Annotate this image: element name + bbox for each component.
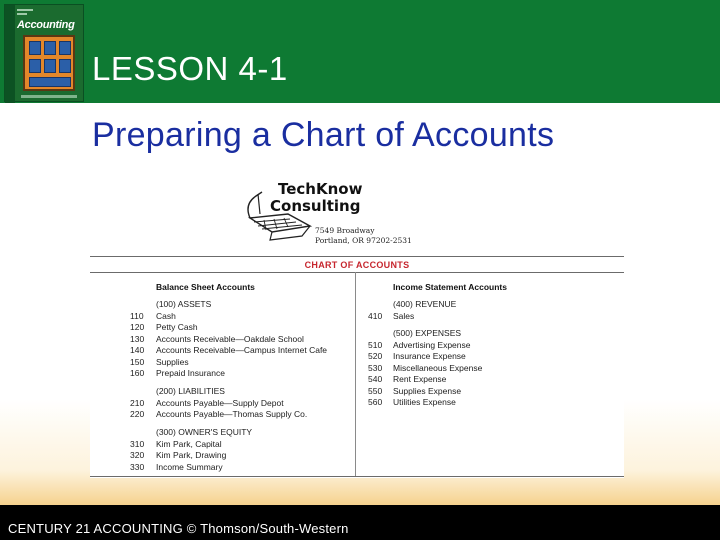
divider <box>90 256 624 257</box>
balance-sheet-heading: Balance Sheet Accounts <box>156 282 255 292</box>
account-name: Sales <box>393 311 415 321</box>
account-name: (500) EXPENSES <box>393 328 462 338</box>
book-spine <box>5 5 15 103</box>
account-number: 560 <box>368 397 383 407</box>
account-name: (100) ASSETS <box>156 299 212 309</box>
header-bar <box>0 0 720 103</box>
account-name: (300) OWNER'S EQUITY <box>156 427 253 437</box>
account-name: Accounts Receivable—Oakdale School <box>156 334 304 344</box>
account-number: 520 <box>368 351 383 361</box>
chart-title: CHART OF ACCOUNTS <box>304 260 410 270</box>
slide-title: Preparing a Chart of Accounts <box>92 116 555 154</box>
book-cover-art <box>23 35 75 91</box>
account-number: 130 <box>130 334 145 344</box>
chart-of-accounts-figure <box>90 172 624 478</box>
account-name: Kim Park, Drawing <box>156 450 227 460</box>
address-line: Portland, OR 97202-2531 <box>315 236 412 245</box>
account-name: Petty Cash <box>156 322 198 332</box>
account-number: 220 <box>130 409 145 419</box>
logo-text: Consulting <box>270 197 361 215</box>
account-number: 210 <box>130 398 145 408</box>
account-number: 410 <box>368 311 383 321</box>
account-name: Supplies Expense <box>393 386 462 396</box>
account-name: (400) REVENUE <box>393 299 457 309</box>
book-cover-logo <box>4 4 84 102</box>
account-name: Income Summary <box>156 462 223 472</box>
divider <box>90 272 624 273</box>
account-number: 510 <box>368 340 383 350</box>
account-number: 320 <box>130 450 145 460</box>
account-number: 330 <box>130 462 145 472</box>
account-name: Advertising Expense <box>393 340 471 350</box>
account-number: 540 <box>368 374 383 384</box>
footer-bar <box>0 505 720 540</box>
footer-copyright: CENTURY 21 ACCOUNTING © Thomson/South-Western <box>8 521 349 536</box>
account-name: Prepaid Insurance <box>156 368 225 378</box>
account-name: Utilities Expense <box>393 397 456 407</box>
account-name: (200) LIABILITIES <box>156 386 225 396</box>
book-decor-line <box>21 95 77 98</box>
account-number: 310 <box>130 439 145 449</box>
logo-text: TechKnow <box>278 180 363 198</box>
account-name: Insurance Expense <box>393 351 466 361</box>
account-name: Accounts Payable—Thomas Supply Co. <box>156 409 308 419</box>
account-name: Cash <box>156 311 176 321</box>
account-number: 160 <box>130 368 145 378</box>
address-line: 7549 Broadway <box>315 226 375 235</box>
account-name: Supplies <box>156 357 189 367</box>
book-brand: Accounting <box>17 19 75 31</box>
account-name: Kim Park, Capital <box>156 439 222 449</box>
column-divider <box>355 272 356 477</box>
account-name: Accounts Payable—Supply Depot <box>156 398 284 408</box>
book-decor-line <box>17 9 33 11</box>
account-name: Miscellaneous Expense <box>393 363 483 373</box>
lesson-label: LESSON 4-1 <box>92 50 288 87</box>
account-name: Accounts Receivable—Campus Internet Cafe <box>156 345 328 355</box>
account-number: 110 <box>130 311 144 321</box>
account-number: 120 <box>130 322 145 332</box>
account-number: 150 <box>130 357 145 367</box>
divider <box>90 476 624 477</box>
income-statement-heading: Income Statement Accounts <box>393 282 507 292</box>
account-name: Rent Expense <box>393 374 447 384</box>
account-number: 140 <box>130 345 145 355</box>
company-address <box>315 226 412 246</box>
account-number: 550 <box>368 386 383 396</box>
book-decor-line <box>17 13 27 15</box>
account-number: 530 <box>368 363 383 373</box>
